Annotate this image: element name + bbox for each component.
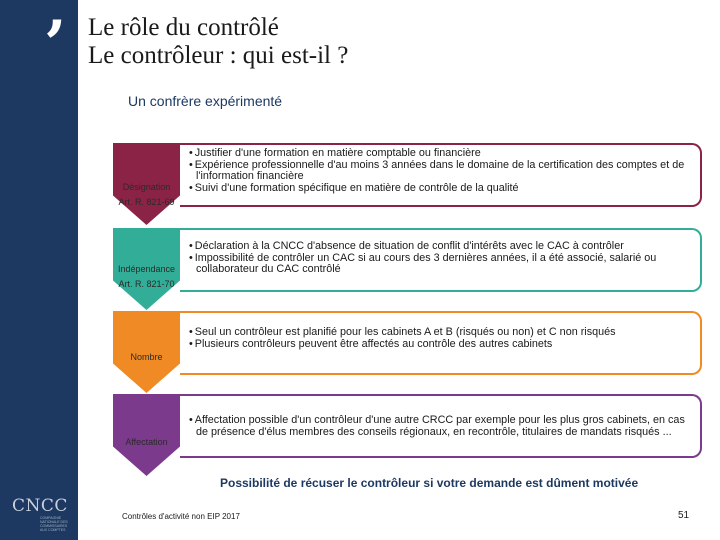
row-label: Indépendance [117,264,176,274]
card-affectation [180,394,702,458]
bullet-item: • Justifier d'une formation en matière comptable ou financière [188,148,692,160]
label-nombre [113,350,180,365]
quote-mark-icon: ’ [44,7,67,82]
title-line-1: Le rôle du contrôlé [88,14,279,41]
logo-text: CNCC [12,496,68,516]
card-independance [180,228,702,292]
label-designation [113,180,180,210]
cncc-logo [4,490,74,530]
row-sublabel: Art. R. 821-69 [118,197,175,207]
row-label: Affectation [125,437,168,447]
footer-text: Contrôles d'activité non EIP 2017 [122,512,240,521]
label-affectation [113,435,180,450]
bullet-list [188,415,692,438]
card-designation [180,143,702,207]
bullet-item: • Affectation possible d'un contrôleur d'une autre CRCC par exemple pour les plus gros cabinets, en cas de présence d'élus membres des conseils régionaux, en recontrôle, titulaires de mandats risqués ... [188,415,692,438]
callout-text [219,476,638,490]
logo-subtext: COMPAGNIE NATIONALE DES COMMISSAIRES AUX COMPTES [40,516,68,532]
row-label: Désignation [122,182,171,192]
bullet-list [188,148,692,195]
bullet-item: • Impossibilité de contrôler un CAC si au cours des 3 dernières années, il a été associé, salarié ou collaborateur du CAC contrôlé [188,253,692,276]
sidebar [0,0,78,540]
bullet-list [188,241,692,276]
slide-title [88,14,688,70]
bullet-item: • Expérience professionnelle d'au moins 3 années dans le domaine de la certification des comptes et de l'information financière [188,160,692,183]
row-label: Nombre [130,352,163,362]
title-line-2: Le contrôleur : qui est-il ? [88,42,349,69]
page-number: 51 [678,510,690,521]
card-nombre [180,311,702,375]
label-independance [113,262,180,292]
bullet-item: • Suivi d'une formation spécifique en matière de contrôle de la qualité [188,183,692,195]
bullet-list [188,327,692,350]
slide-subtitle: Un confrère expérimenté [128,93,283,109]
row-sublabel: Art. R. 821-70 [118,279,175,289]
callout-label: Possibilité de récuser le contrôleur si votre demande est dûment motivée [220,476,639,490]
bullet-item: • Déclaration à la CNCC d'absence de situation de conflit d'intérêts avec le CAC à contrôler [188,241,692,253]
bullet-item: • Seul un contrôleur est planifié pour les cabinets A et B (risqués ou non) et C non risqués [188,327,692,339]
bullet-item: • Plusieurs contrôleurs peuvent être affectés au contrôle des autres cabinets [188,339,692,351]
